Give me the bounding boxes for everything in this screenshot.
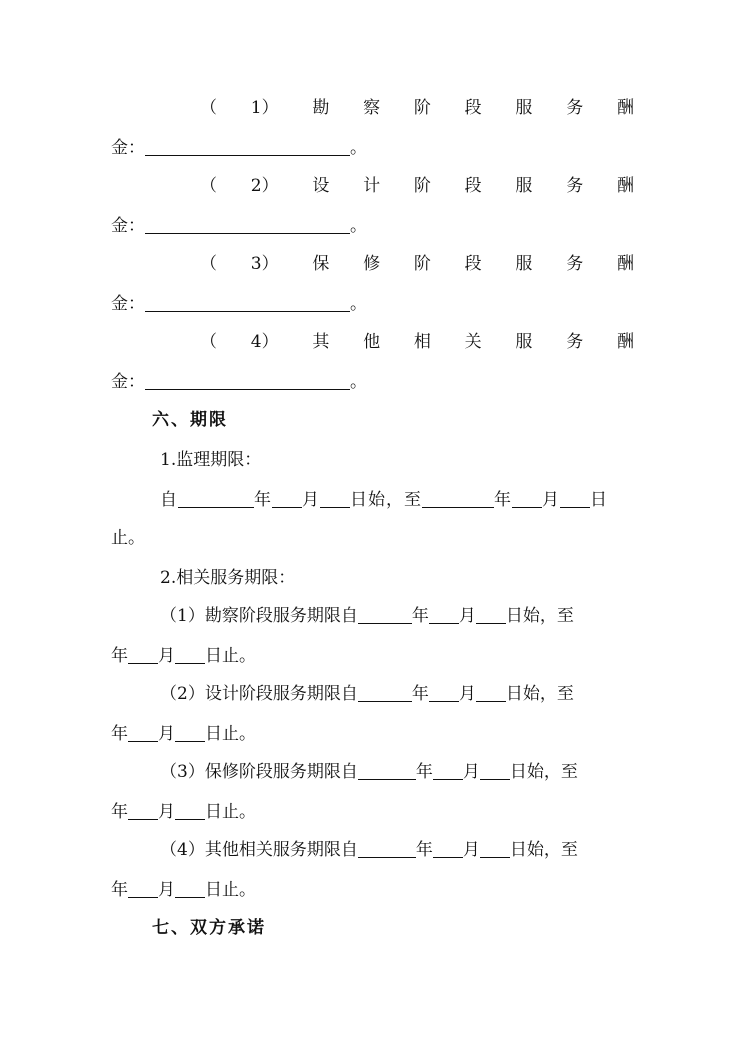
start-year-blank[interactable] <box>178 489 254 508</box>
fee-item-1-amount: 金： 。 <box>111 138 367 158</box>
fee-item-4-amount: 金： 。 <box>111 372 367 392</box>
start-year-blank[interactable] <box>358 839 416 858</box>
section-6-heading: 六、期限 <box>152 410 228 430</box>
supervision-term-line: 自 年 月 日始，至 年 月 日 <box>160 490 608 510</box>
start-day-blank[interactable] <box>480 761 510 780</box>
start-month-blank[interactable] <box>429 605 459 624</box>
end-day-blank[interactable] <box>175 645 205 664</box>
fee-item-3-amount: 金： 。 <box>111 294 367 314</box>
start-year-blank[interactable] <box>358 683 412 702</box>
fee-item-4-line: （ 4） 其 他 相 关 服 务 酬 <box>200 332 634 352</box>
related-term-item-1: （1）勘察阶段服务期限自 年 月 日始，至 <box>160 606 574 626</box>
related-term-label: 2.相关服务期限： <box>160 568 296 588</box>
fee-item-3-line: （ 3） 保 修 阶 段 服 务 酬 <box>200 254 634 274</box>
end-day-blank[interactable] <box>560 489 590 508</box>
related-term-item-1-end: 年 月 日止。 <box>111 646 256 666</box>
related-term-item-4: （4）其他相关服务期限自 年 月 日始，至 <box>160 840 578 860</box>
fee-amount-blank[interactable] <box>145 137 350 156</box>
supervision-term-end: 止。 <box>111 528 145 548</box>
end-month-blank[interactable] <box>128 723 158 742</box>
fee-item-2-line: （ 2） 设 计 阶 段 服 务 酬 <box>200 176 634 196</box>
end-year-blank[interactable] <box>422 489 494 508</box>
fee-amount-blank[interactable] <box>145 371 350 390</box>
start-day-blank[interactable] <box>320 489 350 508</box>
end-month-blank[interactable] <box>512 489 542 508</box>
related-term-item-4-end: 年 月 日止。 <box>111 880 256 900</box>
related-term-item-3: （3）保修阶段服务期限自 年 月 日始，至 <box>160 762 578 782</box>
section-7-heading: 七、双方承诺 <box>152 918 266 938</box>
related-term-item-2: （2）设计阶段服务期限自 年 月 日始，至 <box>160 684 574 704</box>
fee-item-1-line: （ 1） 勘 察 阶 段 服 务 酬 <box>200 98 634 118</box>
end-month-blank[interactable] <box>128 879 158 898</box>
start-month-blank[interactable] <box>433 839 463 858</box>
start-day-blank[interactable] <box>476 605 506 624</box>
end-day-blank[interactable] <box>175 879 205 898</box>
fee-amount-blank[interactable] <box>145 215 350 234</box>
start-month-blank[interactable] <box>433 761 463 780</box>
end-month-blank[interactable] <box>128 645 158 664</box>
start-day-blank[interactable] <box>480 839 510 858</box>
start-year-blank[interactable] <box>358 605 412 624</box>
start-day-blank[interactable] <box>476 683 506 702</box>
related-term-item-2-end: 年 月 日止。 <box>111 724 256 744</box>
fee-item-2-amount: 金： 。 <box>111 216 367 236</box>
end-day-blank[interactable] <box>175 801 205 820</box>
start-year-blank[interactable] <box>358 761 416 780</box>
start-month-blank[interactable] <box>429 683 459 702</box>
end-day-blank[interactable] <box>175 723 205 742</box>
end-month-blank[interactable] <box>128 801 158 820</box>
start-month-blank[interactable] <box>272 489 302 508</box>
related-term-item-3-end: 年 月 日止。 <box>111 802 256 822</box>
supervision-term-label: 1.监理期限： <box>160 450 262 470</box>
fee-amount-blank[interactable] <box>145 293 350 312</box>
